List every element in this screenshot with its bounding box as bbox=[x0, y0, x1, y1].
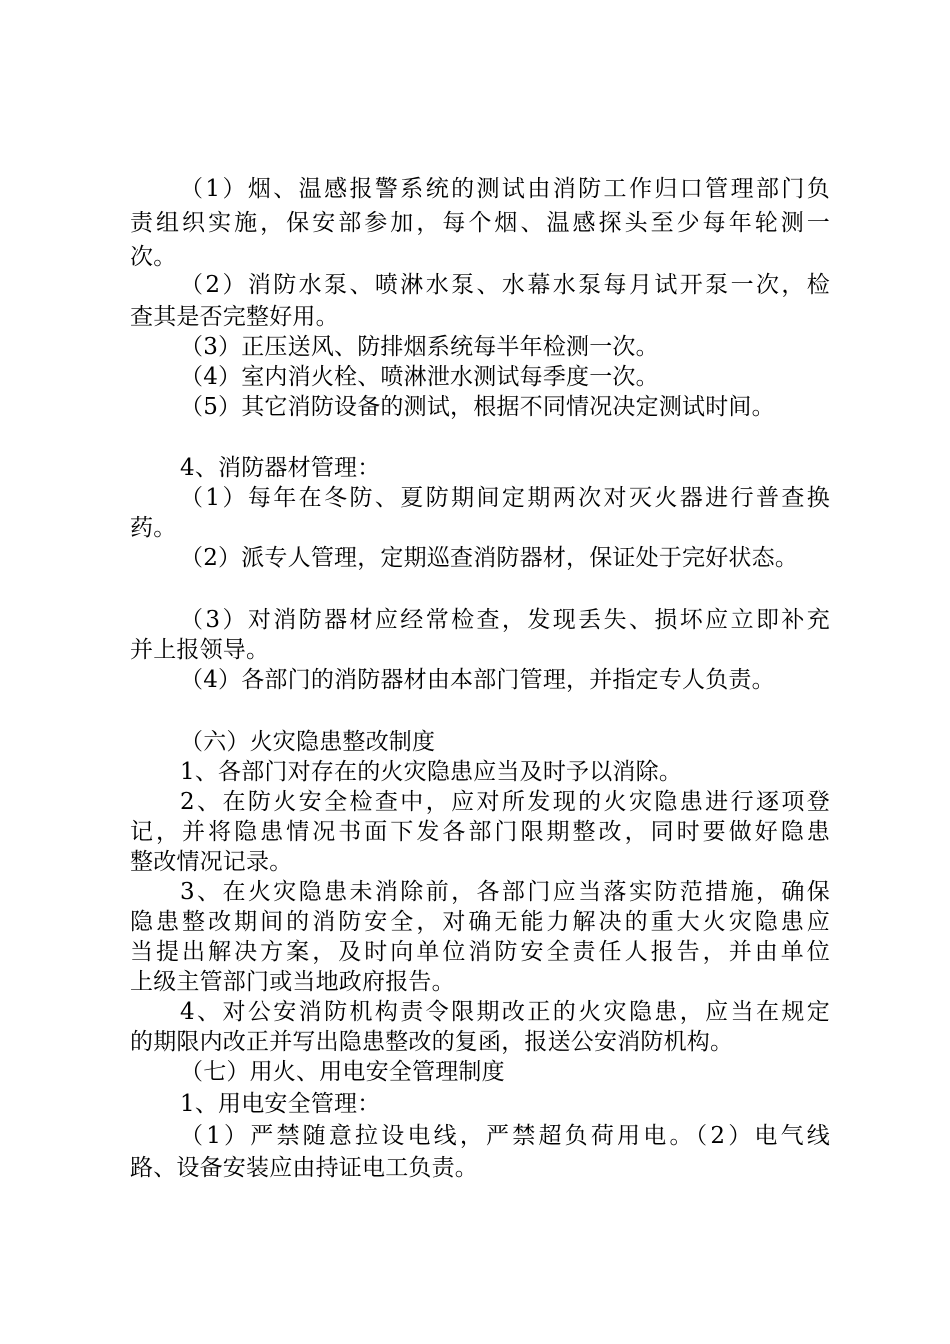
text-line: （1）严禁随意拉设电线，严禁超负荷用电。（2）电气线 bbox=[180, 1123, 830, 1149]
text-line: 1、用电安全管理： bbox=[180, 1091, 381, 1117]
text-line: 的期限内改正并写出隐患整改的复函，报送公安消防机构。 bbox=[130, 1029, 734, 1055]
text-line: 2、在防火安全检查中，应对所发现的火灾隐患进行逐项登 bbox=[180, 789, 830, 815]
text-line: 1、各部门对存在的火灾隐患应当及时予以消除。 bbox=[180, 759, 683, 785]
section-heading: 4、消防器材管理： bbox=[180, 455, 381, 481]
text-line: （1）每年在冬防、夏防期间定期两次对灭火器进行普查换 bbox=[180, 485, 830, 511]
text-line: 药。 bbox=[130, 515, 177, 541]
text-line: （5）其它消防设备的测试，根据不同情况决定测试时间。 bbox=[180, 394, 775, 420]
text-line: （2）消防水泵、喷淋水泵、水幕水泵每月试开泵一次，检 bbox=[180, 272, 830, 298]
text-line: 4、对公安消防机构责令限期改正的火灾隐患，应当在规定 bbox=[180, 999, 830, 1025]
text-line: 当提出解决方案，及时向单位消防安全责任人报告，并由单位 bbox=[130, 939, 830, 965]
section-heading: （七）用火、用电安全管理制度 bbox=[180, 1059, 505, 1085]
text-line: （1）烟、温感报警系统的测试由消防工作归口管理部门负 bbox=[180, 176, 830, 202]
text-line: （3）正压送风、防排烟系统每半年检测一次。 bbox=[180, 334, 659, 360]
text-line: （3）对消防器材应经常检查，发现丢失、损坏应立即补充 bbox=[180, 607, 830, 633]
text-line: 责组织实施，保安部参加，每个烟、温感探头至少每年轮测一 bbox=[130, 210, 830, 236]
text-line: 查其是否完整好用。 bbox=[130, 304, 339, 330]
text-line: 上级主管部门或当地政府报告。 bbox=[130, 969, 455, 995]
section-heading: （六）火灾隐患整改制度 bbox=[180, 729, 436, 755]
text-line: 次。 bbox=[130, 244, 177, 270]
text-line: 隐患整改期间的消防安全，对确无能力解决的重大火灾隐患应 bbox=[130, 909, 830, 935]
text-line: （4）室内消火栓、喷淋泄水测试每季度一次。 bbox=[180, 364, 659, 390]
text-line: 记，并将隐患情况书面下发各部门限期整改，同时要做好隐患 bbox=[130, 819, 830, 845]
text-line: 3、在火灾隐患未消除前，各部门应当落实防范措施，确保 bbox=[180, 879, 830, 905]
text-line: （2）派专人管理，定期巡查消防器材，保证处于完好状态。 bbox=[180, 545, 799, 571]
text-line: （4）各部门的消防器材由本部门管理，并指定专人负责。 bbox=[180, 667, 775, 693]
text-line: 路、设备安装应由持证电工负责。 bbox=[130, 1155, 478, 1181]
text-line: 并上报领导。 bbox=[130, 637, 270, 663]
text-line: 整改情况记录。 bbox=[130, 849, 293, 875]
